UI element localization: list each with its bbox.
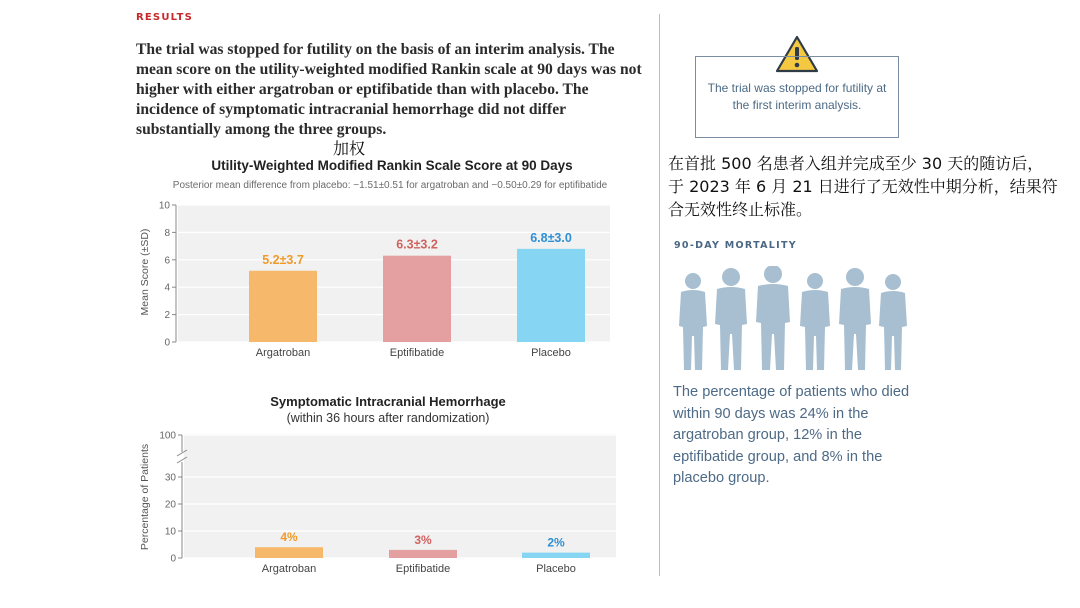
chart1-category-label: Placebo (531, 347, 571, 359)
chart1-y-tick-label: 6 (164, 255, 170, 267)
chart1-title: Utility-Weighted Modified Rankin Scale Score at 90 Days (211, 158, 573, 173)
chart2-y-tick-label: 20 (164, 499, 176, 511)
person-silhouette-icon (879, 274, 907, 370)
chart1-category-label: Eptifibatide (389, 347, 445, 359)
futility-callout-text: The trial was stopped for futility at the first interim analysis. (707, 81, 887, 112)
chart2-y-tick-label: 100 (159, 430, 176, 442)
chart1-y-tick-label: 10 (158, 200, 170, 212)
chart2-bar-argatroban (255, 547, 323, 558)
chart2-axis (159, 431, 187, 565)
chart1-data-label: 5.2±3.7 (262, 252, 304, 267)
chart2-title: Symptomatic Intracranial Hemorrhage (270, 394, 506, 409)
chart1-y-tick-label: 0 (164, 337, 170, 349)
chart1-bar-argatroban (249, 271, 317, 342)
chart1-x-labels (256, 347, 571, 359)
person-silhouette-icon (756, 266, 790, 370)
chart1-bar-eptifibatide (383, 256, 451, 342)
chart2-category-label: Eptifibatide (395, 563, 451, 575)
person-silhouette-icon (839, 268, 871, 370)
interim-analysis-note: 在首批 500 名患者入组并完成至少 30 天的随访后，于 2023 年 6 月 21 日进行了无效性中期分析，结果符合无效性终止标准。 (668, 154, 1058, 219)
weighted-annotation: 加权 (333, 139, 366, 158)
chart1-subtitle: Posterior mean difference from placebo: −1.51±0.51 for argatroban and −0.50±0.29 for eptifibatide (172, 180, 608, 191)
chart2-y-tick-label: 30 (164, 472, 176, 484)
chart2-bar-eptifibatide (389, 550, 457, 558)
chart2-subtitle: (within 36 hours after randomization) (286, 411, 490, 425)
chart2-category-label: Argatroban (261, 563, 317, 575)
chart1-y-tick-label: 8 (164, 227, 170, 239)
chart2-data-label: 3% (414, 532, 432, 547)
chart2-x-labels (262, 563, 576, 575)
chart1-data-label: 6.3±3.2 (396, 237, 438, 252)
chart2-data-label: 2% (547, 535, 565, 550)
chart2-y-tick-label: 10 (164, 526, 176, 538)
chart1-y-axis-label: Mean Score (±SD) (139, 228, 151, 316)
person-silhouette-icon (800, 273, 830, 370)
chart1-y-tick-label: 4 (164, 282, 170, 294)
chart2-y-axis-label: Percentage of Patients (139, 443, 151, 551)
chart2-category-label: Placebo (536, 563, 576, 575)
results-heading: RESULTS (136, 12, 193, 23)
people-icons-row (676, 266, 916, 372)
person-silhouette-icon (715, 268, 747, 370)
mortality-heading: 90-DAY MORTALITY (674, 240, 797, 251)
chart1-y-tick-label: 2 (164, 310, 170, 322)
mortality-summary-text: The percentage of patients who died within 90 days was 24% in the argatroban group, 12% in the eptifibatide group, and 8% in the placebo group. (673, 384, 910, 486)
chart1-axis (159, 201, 176, 349)
chart2-bar-placebo (522, 553, 590, 558)
person-silhouette-icon (679, 273, 707, 370)
chart1-data-label: 6.8±3.0 (530, 230, 572, 245)
chart2-data-label: 4% (280, 530, 298, 545)
chart2-y-tick-label: 0 (170, 553, 176, 565)
chart1-bar-placebo (517, 249, 585, 342)
results-summary-text: The trial was stopped for futility on the basis of an interim analysis. The mean score on the utility-weighted modified Rankin scale at 90 days was not higher with either argatroban or eptifibatide than with placebo. The incidence of symptomatic intracranial hemorrhage did not differ substantially among the three groups. (136, 41, 642, 138)
column-divider (659, 14, 660, 576)
chart1-category-label: Argatroban (255, 347, 311, 359)
